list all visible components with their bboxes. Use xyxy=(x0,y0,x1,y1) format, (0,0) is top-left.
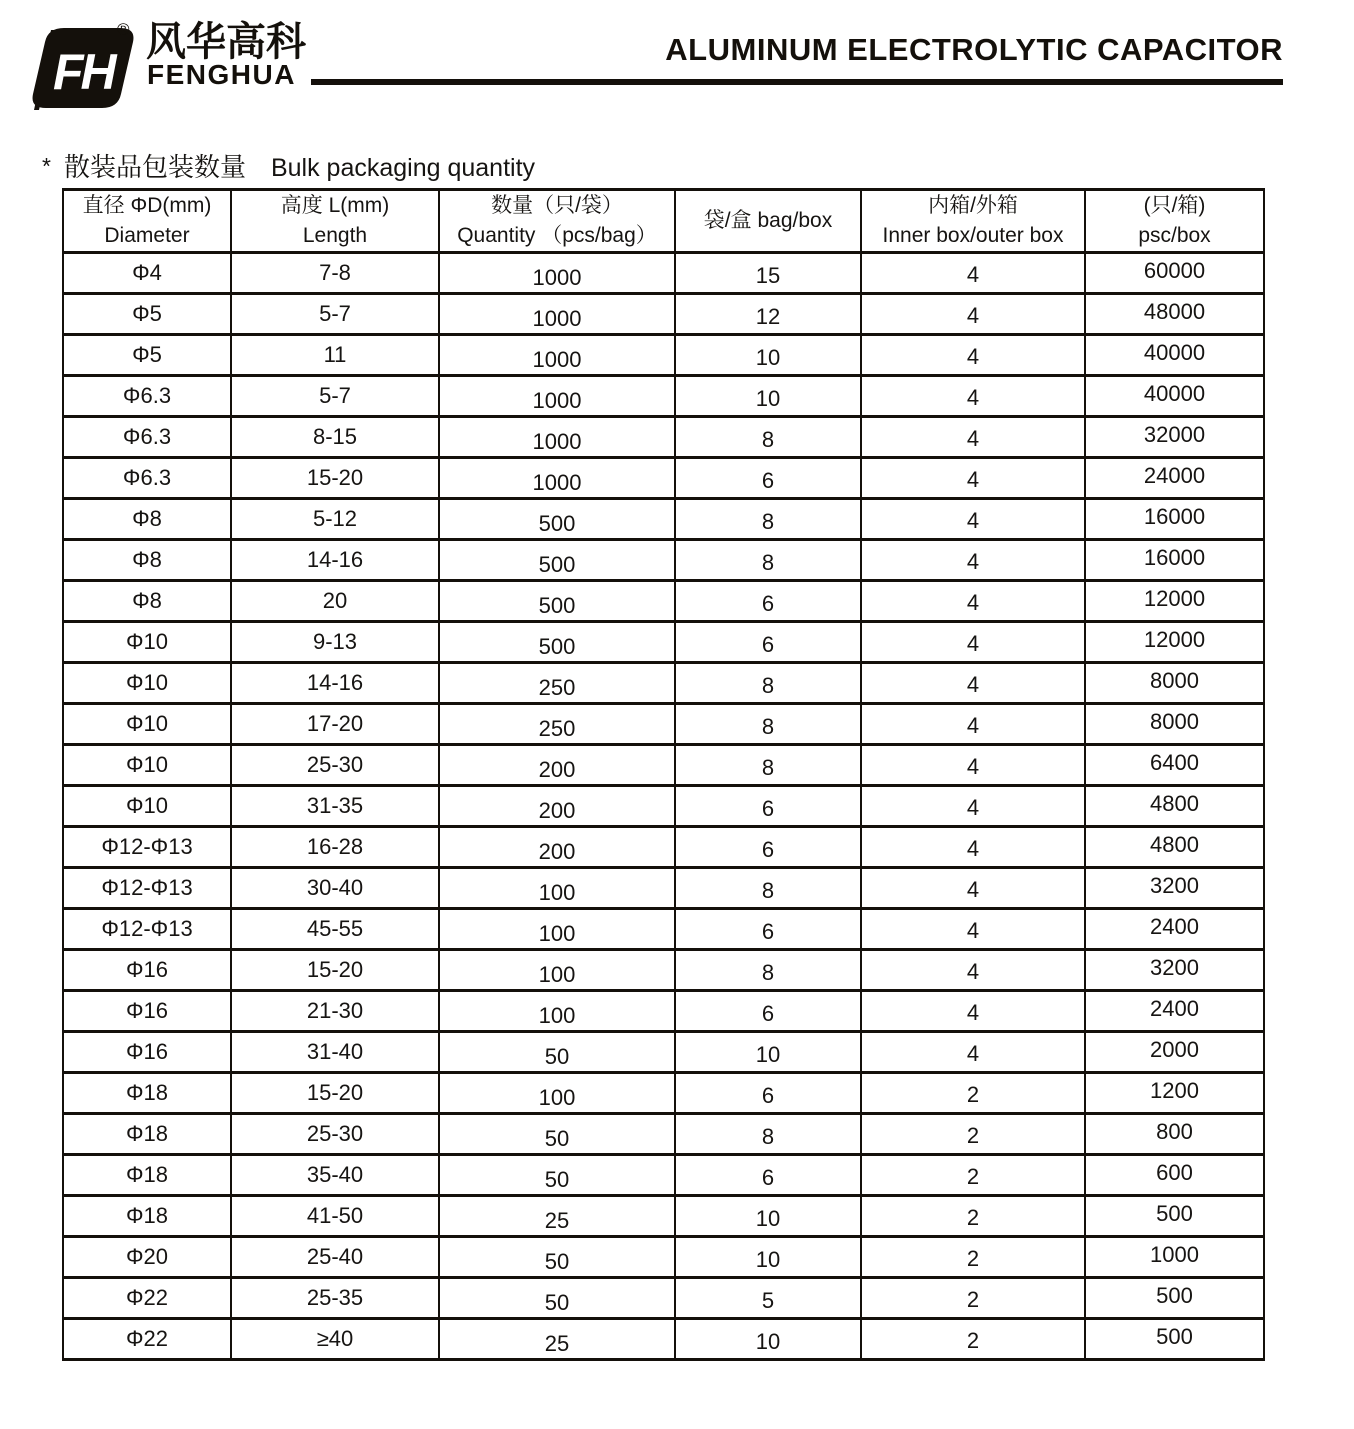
table-row xyxy=(63,868,1264,909)
table-cell: 8-15 xyxy=(231,417,439,458)
table-cell: 4 xyxy=(861,991,1085,1032)
table-cell: 8000 xyxy=(1085,704,1264,745)
table-cell: Φ5 xyxy=(63,335,231,376)
table-cell: 2 xyxy=(861,1155,1085,1196)
table-cell: 4 xyxy=(861,868,1085,909)
table-cell: 12000 xyxy=(1085,581,1264,622)
table-cell: 8000 xyxy=(1085,663,1264,704)
table-cell: 41-50 xyxy=(231,1196,439,1237)
table-cell: 1000 xyxy=(439,294,675,335)
table-cell: 48000 xyxy=(1085,294,1264,335)
table-cell: 5-7 xyxy=(231,376,439,417)
table-cell: 40000 xyxy=(1085,335,1264,376)
page-title: ALUMINUM ELECTROLYTIC CAPACITOR xyxy=(665,32,1283,67)
table-cell: 4 xyxy=(861,581,1085,622)
col-header-length-en: Length xyxy=(302,224,368,247)
table-cell: 12 xyxy=(675,294,861,335)
table-cell: 500 xyxy=(439,581,675,622)
section-title xyxy=(42,147,535,184)
masthead xyxy=(0,0,1354,120)
col-header-diameter-cn: 直径 ΦD(mm) xyxy=(82,194,212,217)
table-cell: 3200 xyxy=(1085,950,1264,991)
table-cell: 60000 xyxy=(1085,253,1264,294)
table-cell: 16000 xyxy=(1085,540,1264,581)
table-cell: Φ10 xyxy=(63,663,231,704)
table-row xyxy=(63,458,1264,499)
table-cell: 7-8 xyxy=(231,253,439,294)
table-body xyxy=(63,253,1264,1360)
table-cell: 100 xyxy=(439,1073,675,1114)
table-row xyxy=(63,909,1264,950)
table-cell: 50 xyxy=(439,1032,675,1073)
table-cell: 5 xyxy=(675,1278,861,1319)
table-cell: 6400 xyxy=(1085,745,1264,786)
table-cell: 16000 xyxy=(1085,499,1264,540)
table-row xyxy=(63,1237,1264,1278)
col-header-pcs-box-en: psc/box xyxy=(1138,224,1211,247)
table-cell: 6 xyxy=(675,458,861,499)
table-cell: 2 xyxy=(861,1073,1085,1114)
table-row xyxy=(63,704,1264,745)
table-cell: Φ18 xyxy=(63,1155,231,1196)
table-row xyxy=(63,1073,1264,1114)
table-cell: 4 xyxy=(861,704,1085,745)
table-row xyxy=(63,786,1264,827)
table-cell: 8 xyxy=(675,950,861,991)
table-row xyxy=(63,253,1264,294)
col-header-length xyxy=(231,190,439,253)
col-header-pcs-box-cn: (只/箱) xyxy=(1143,194,1206,217)
table-cell: Φ20 xyxy=(63,1237,231,1278)
table-row xyxy=(63,827,1264,868)
table-cell: Φ22 xyxy=(63,1319,231,1360)
col-header-quantity-cn: 数量（只/袋） xyxy=(491,194,623,217)
table-cell: 4800 xyxy=(1085,827,1264,868)
table-row xyxy=(63,294,1264,335)
table-cell: 5-7 xyxy=(231,294,439,335)
table-row xyxy=(63,417,1264,458)
table-cell: 1000 xyxy=(439,253,675,294)
table-cell: 6 xyxy=(675,909,861,950)
table-cell: 25-30 xyxy=(231,745,439,786)
table-cell: 15-20 xyxy=(231,458,439,499)
table-cell: 15-20 xyxy=(231,1073,439,1114)
table-cell: Φ16 xyxy=(63,950,231,991)
table-cell: 2400 xyxy=(1085,909,1264,950)
table-cell: 8 xyxy=(675,704,861,745)
table-cell: Φ12-Φ13 xyxy=(63,868,231,909)
table-cell: Φ8 xyxy=(63,540,231,581)
table-cell: 25-35 xyxy=(231,1278,439,1319)
table-row xyxy=(63,335,1264,376)
table-cell: 10 xyxy=(675,1032,861,1073)
table-cell: 4 xyxy=(861,253,1085,294)
table-cell: 6 xyxy=(675,827,861,868)
table-cell: 1000 xyxy=(1085,1237,1264,1278)
table-cell: 4 xyxy=(861,499,1085,540)
table-row xyxy=(63,499,1264,540)
table-cell: Φ10 xyxy=(63,622,231,663)
table-cell: Φ8 xyxy=(63,581,231,622)
table-cell: 20 xyxy=(231,581,439,622)
table-cell: 500 xyxy=(1085,1196,1264,1237)
table-cell: 32000 xyxy=(1085,417,1264,458)
col-header-bag-box-label: 袋/盒 bag/box xyxy=(703,209,833,232)
table-cell: 12000 xyxy=(1085,622,1264,663)
table-cell: 8 xyxy=(675,868,861,909)
table-cell: 2 xyxy=(861,1114,1085,1155)
table-cell: 31-35 xyxy=(231,786,439,827)
table-cell: 4 xyxy=(861,909,1085,950)
table-cell: 4 xyxy=(861,335,1085,376)
table-cell: 100 xyxy=(439,868,675,909)
table-cell: Φ10 xyxy=(63,704,231,745)
table-cell: 2000 xyxy=(1085,1032,1264,1073)
title-underline xyxy=(311,79,1283,85)
table-cell: 15 xyxy=(675,253,861,294)
table-cell: 40000 xyxy=(1085,376,1264,417)
registered-trademark-icon: ® xyxy=(117,20,130,39)
table-cell: 3200 xyxy=(1085,868,1264,909)
table-cell: Φ12-Φ13 xyxy=(63,827,231,868)
section-title-en: Bulk packaging quantity xyxy=(270,154,536,182)
table-row xyxy=(63,1196,1264,1237)
table-cell: 1000 xyxy=(439,417,675,458)
table-cell: 6 xyxy=(675,1073,861,1114)
table-cell: 4 xyxy=(861,540,1085,581)
col-header-diameter xyxy=(63,190,231,253)
table-cell: 8 xyxy=(675,1114,861,1155)
table-cell: 8 xyxy=(675,499,861,540)
table-cell: 500 xyxy=(1085,1319,1264,1360)
table-cell: Φ16 xyxy=(63,991,231,1032)
table-cell: 4 xyxy=(861,458,1085,499)
brand-name-en: FENGHUA xyxy=(147,59,296,90)
table-cell: 100 xyxy=(439,991,675,1032)
table-cell: 45-55 xyxy=(231,909,439,950)
table-cell: Φ8 xyxy=(63,499,231,540)
table-cell: 4 xyxy=(861,622,1085,663)
table-cell: 500 xyxy=(439,622,675,663)
table-cell: 4800 xyxy=(1085,786,1264,827)
section-asterisk: * xyxy=(42,153,51,179)
table-cell: 8 xyxy=(675,745,861,786)
table-cell: 4 xyxy=(861,745,1085,786)
table-cell: Φ12-Φ13 xyxy=(63,909,231,950)
col-header-inner-outer-box-cn: 内箱/外箱 xyxy=(928,194,1018,217)
table-cell: 4 xyxy=(861,1032,1085,1073)
table-cell: 24000 xyxy=(1085,458,1264,499)
col-header-quantity-en: Quantity （pcs/bag） xyxy=(457,224,657,247)
section-title-cn: 散装品包装数量 xyxy=(63,152,246,182)
table-cell: 8 xyxy=(675,663,861,704)
table-cell: 2 xyxy=(861,1319,1085,1360)
table-row xyxy=(63,1114,1264,1155)
col-header-inner-outer-box xyxy=(861,190,1085,253)
table-row xyxy=(63,663,1264,704)
table-cell: 5-12 xyxy=(231,499,439,540)
table-cell: 2 xyxy=(861,1237,1085,1278)
col-header-quantity xyxy=(439,190,675,253)
table-cell: 200 xyxy=(439,827,675,868)
table-row xyxy=(63,540,1264,581)
col-header-bag-box xyxy=(675,190,861,253)
table-cell: 9-13 xyxy=(231,622,439,663)
table-cell: 50 xyxy=(439,1237,675,1278)
table-cell: 200 xyxy=(439,786,675,827)
table-cell: 10 xyxy=(675,1196,861,1237)
table-cell: 25 xyxy=(439,1319,675,1360)
table-cell: 10 xyxy=(675,1319,861,1360)
table-cell: 2 xyxy=(861,1278,1085,1319)
table-cell: 4 xyxy=(861,376,1085,417)
table-cell: Φ4 xyxy=(63,253,231,294)
table-cell: 250 xyxy=(439,704,675,745)
col-header-inner-outer-box-en: Inner box/outer box xyxy=(882,224,1064,247)
table-cell: 200 xyxy=(439,745,675,786)
table-row xyxy=(63,1278,1264,1319)
table-cell: 35-40 xyxy=(231,1155,439,1196)
table-cell: Φ6.3 xyxy=(63,417,231,458)
table-cell: 100 xyxy=(439,950,675,991)
table-cell: Φ10 xyxy=(63,786,231,827)
table-cell: 4 xyxy=(861,663,1085,704)
table-cell: 50 xyxy=(439,1155,675,1196)
table-row xyxy=(63,376,1264,417)
table-cell: 1000 xyxy=(439,335,675,376)
table-cell: 4 xyxy=(861,786,1085,827)
table-row xyxy=(63,622,1264,663)
table-cell: 100 xyxy=(439,909,675,950)
table-cell: 2400 xyxy=(1085,991,1264,1032)
table-cell: Φ22 xyxy=(63,1278,231,1319)
table-cell: Φ18 xyxy=(63,1114,231,1155)
table-cell: 6 xyxy=(675,622,861,663)
brand-name-cn: 风华高科 xyxy=(146,20,306,64)
table-cell: 6 xyxy=(675,581,861,622)
table-cell: 1200 xyxy=(1085,1073,1264,1114)
table-header-row xyxy=(63,190,1264,253)
table-cell: 17-20 xyxy=(231,704,439,745)
table-cell: 250 xyxy=(439,663,675,704)
table-cell: 500 xyxy=(1085,1278,1264,1319)
col-header-pcs-box xyxy=(1085,190,1264,253)
table-cell: 500 xyxy=(439,540,675,581)
table-cell: 500 xyxy=(439,499,675,540)
table-cell: 800 xyxy=(1085,1114,1264,1155)
table-cell: 1000 xyxy=(439,376,675,417)
table-row xyxy=(63,1319,1264,1360)
table-cell: 10 xyxy=(675,376,861,417)
table-row xyxy=(63,1032,1264,1073)
table-cell: 600 xyxy=(1085,1155,1264,1196)
table-cell: 14-16 xyxy=(231,540,439,581)
table-row xyxy=(63,581,1264,622)
table-cell: 2 xyxy=(861,1196,1085,1237)
table-row xyxy=(63,991,1264,1032)
table-cell: 4 xyxy=(861,417,1085,458)
table-cell: 15-20 xyxy=(231,950,439,991)
svg-text:FH: FH xyxy=(53,44,114,100)
table-cell: 6 xyxy=(675,786,861,827)
table-cell: ≥40 xyxy=(231,1319,439,1360)
col-header-length-cn: 高度 L(mm) xyxy=(280,194,390,217)
table-cell: 16-28 xyxy=(231,827,439,868)
table-cell: 31-40 xyxy=(231,1032,439,1073)
table-cell: 4 xyxy=(861,294,1085,335)
table-cell: 21-30 xyxy=(231,991,439,1032)
table-cell: 11 xyxy=(231,335,439,376)
table-cell: 4 xyxy=(861,827,1085,868)
table-cell: Φ18 xyxy=(63,1196,231,1237)
bulk-packaging-table xyxy=(62,188,1265,1361)
table-cell: 8 xyxy=(675,417,861,458)
table-cell: 30-40 xyxy=(231,868,439,909)
table-row xyxy=(63,745,1264,786)
table-cell: 8 xyxy=(675,540,861,581)
table-cell: 10 xyxy=(675,335,861,376)
table-cell: Φ16 xyxy=(63,1032,231,1073)
table-cell: Φ5 xyxy=(63,294,231,335)
table-cell: 1000 xyxy=(439,458,675,499)
table-cell: Φ6.3 xyxy=(63,376,231,417)
table-cell: 6 xyxy=(675,991,861,1032)
table-cell: Φ18 xyxy=(63,1073,231,1114)
table-row xyxy=(63,1155,1264,1196)
table-cell: 25-30 xyxy=(231,1114,439,1155)
table-cell: 25-40 xyxy=(231,1237,439,1278)
table-row xyxy=(63,950,1264,991)
table-cell: Φ10 xyxy=(63,745,231,786)
table-cell: 14-16 xyxy=(231,663,439,704)
table-cell: Φ6.3 xyxy=(63,458,231,499)
table-cell: 25 xyxy=(439,1196,675,1237)
col-header-diameter-en: Diameter xyxy=(104,224,190,247)
table-cell: 10 xyxy=(675,1237,861,1278)
table-cell: 50 xyxy=(439,1278,675,1319)
table-cell: 50 xyxy=(439,1114,675,1155)
table-cell: 6 xyxy=(675,1155,861,1196)
table-cell: 4 xyxy=(861,950,1085,991)
